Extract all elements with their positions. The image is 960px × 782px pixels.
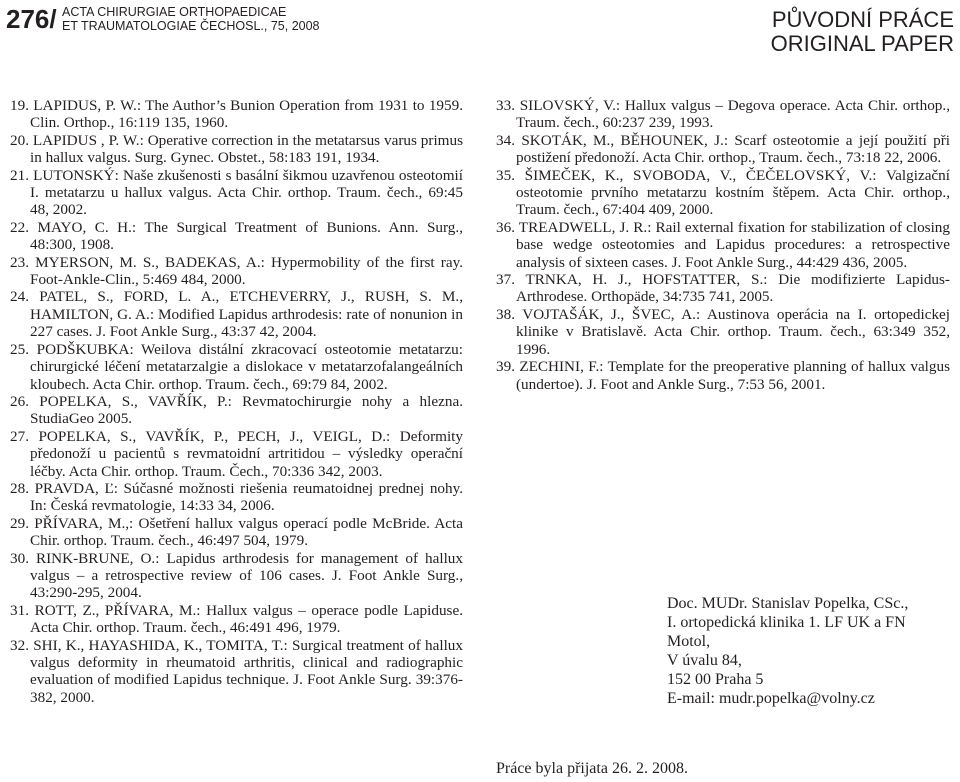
journal-title: [62, 5, 320, 33]
journal-title-line: ACTA CHIRURGIAE ORTHOPAEDICAE: [62, 5, 287, 19]
references-right-column: [496, 97, 950, 393]
reference-item: 29. PŘÍVARA, M.,: Ošetření hallux valgus operací podle McBride. Acta Chir. orthop. Traum. čech., 46:497 504, 1979.: [10, 514, 463, 550]
reference-item: 20. LAPIDUS , P. W.: Operative correction in the metatarsus varus primus in hallux valgus. Surg. Gynec. Obstet., 58:183 191, 1934.: [10, 131, 463, 167]
reference-item: 19. LAPIDUS, P. W.: The Author’s Bunion Operation from 1931 to 1959. Clin. Orthop., 16:119 135, 1960.: [10, 97, 463, 132]
references-left-column: [10, 97, 463, 706]
journal-title-line: ET TRAUMATOLOGIAE ČECHOSL., 75, 2008: [62, 19, 320, 33]
reference-item: 38. VOJTAŠÁK, J., ŠVEC, A.: Austinova operácia na I. ortopedickej klinike v Bratislavě. Acta Chir. orthop. Traum. čech., 63:349 352, 1996.: [496, 305, 950, 358]
received-date: Práce byla přijata 26. 2. 2008.: [496, 760, 688, 777]
address-line: V úvalu 84,: [667, 652, 742, 669]
page-header: [0, 0, 960, 70]
reference-item: 31. ROTT, Z., PŘÍVARA, M.: Hallux valgus – operace podle Lapiduse. Acta Chir. orthop. Traum. čech., 46:491 496, 1979.: [10, 601, 463, 637]
reference-item: 35. ŠIMEČEK, K., SVOBODA, V., ČEČELOVSKÝ, V.: Valgizační osteotomie prvního metatarzu kostním štěpem. Acta Chir. orthop., Traum. čech., 67:404 409, 2000.: [496, 166, 950, 219]
reference-item: 24. PATEL, S., FORD, L. A., ETCHEVERRY, J., RUSH, S. M., HAMILTON, G. A.: Modified Lapidus arthrodesis: rate of nonunion in 227 cases. J. Foot Ankle Surg., 43:37 42, 2004.: [10, 288, 463, 341]
section-label-line: PŮVODNÍ PRÁCE: [771, 7, 954, 32]
address-line: E-mail: mudr.popelka@volny.cz: [667, 690, 875, 707]
reference-item: 22. MAYO, C. H.: The Surgical Treatment of Bunions. Ann. Surg., 48:300, 1908.: [10, 218, 463, 254]
reference-item: 33. SILOVSKÝ, V.: Hallux valgus – Degova operace. Acta Chir. orthop., Traum. čech., 60:237 239, 1993.: [496, 97, 950, 132]
reference-item: 25. PODŠKUBKA: Weilova distální zkracovací osteotomie metatarzu: chirurgické léčení metatarzalgie a dislokace v metatarzofalangeálních kloubech. Acta Chir. orthop. Traum. čech., 69:79 84, 2002.: [10, 340, 463, 393]
address-line: I. ortopedická klinika 1. LF UK a FN: [667, 614, 906, 631]
page-number: 276/: [6, 4, 57, 34]
reference-item: 27. POPELKA, S., VAVŘÍK, P., PECH, J., VEIGL, D.: Deformity předonoží u pacientů s revmatoidní artritidou – výsledky operační léčby. Acta Chir. orthop. Traum. Čech., 70:336 342, 2003.: [10, 427, 463, 480]
reference-item: 23. MYERSON, M. S., BADEKAS, A.: Hypermobility of the first ray. Foot-Ankle-Clin., 5:469 484, 2000.: [10, 253, 463, 289]
reference-item: 28. PRAVDA, Ľ: Súčasné možnosti riešenia reumatoidnej prednej nohy. In: Česká revmatologie, 14:33 34, 2006.: [10, 479, 463, 515]
address-line: 152 00 Praha 5: [667, 671, 764, 688]
reference-item: 21. LUTONSKÝ: Naše zkušenosti s basální šikmou uzavřenou osteotomií I. metatarzu u hallux valgus. Acta Chir. orthop. Traum. čech., 69:45 48, 2002.: [10, 166, 463, 219]
reference-item: 36. TREADWELL, J. R.: Rail external fixation for stabilization of closing base wedge osteotomies and Lapidus procedures: a retrospective analysis of sixteen cases. J. Foot Ankle Surg., 44:429 436, 2005.: [496, 218, 950, 271]
address-line: Doc. MUDr. Stanislav Popelka, CSc.,: [667, 595, 909, 612]
reference-item: 39. ZECHINI, F.: Template for the preoperative planning of hallux valgus (undertoe). J. Foot and Ankle Surg., 7:53 56, 2001.: [496, 358, 950, 393]
reference-item: 30. RINK-BRUNE, O.: Lapidus arthrodesis for management of hallux valgus – a retrospective review of 106 cases. J. Foot Ankle Surg., 43:290-295, 2004.: [10, 549, 463, 602]
reference-item: 37. TRNKA, H. J., HOFSTATTER, S.: Die modifizierte Lapidus-Arthrodese. Orthopäde, 34:735 741, 2005.: [496, 271, 950, 306]
reference-item: 34. SKOTÁK, M., BĚHOUNEK, J.: Scarf osteotomie a její použití při postižení předonoží. Acta Chir. orthop., Traum. čech., 73:18 22, 2006.: [496, 131, 950, 167]
address-line: Motol,: [667, 633, 711, 650]
author-address: [667, 594, 908, 708]
section-label: [771, 8, 954, 56]
section-label-line: ORIGINAL PAPER: [770, 31, 954, 56]
reference-item: 32. SHI, K., HAYASHIDA, K., TOMITA, T.: Surgical treatment of hallux valgus deformity in rheumatoid arthritis, clinical and radiographic evaluation of modified Lapidus technique. J. Foot Ankle Surg. 39:376-382, 2000.: [10, 636, 463, 706]
reference-item: 26. POPELKA, S., VAVŘÍK, P.: Revmatochirurgie nohy a hlezna. StudiaGeo 2005.: [10, 392, 463, 428]
